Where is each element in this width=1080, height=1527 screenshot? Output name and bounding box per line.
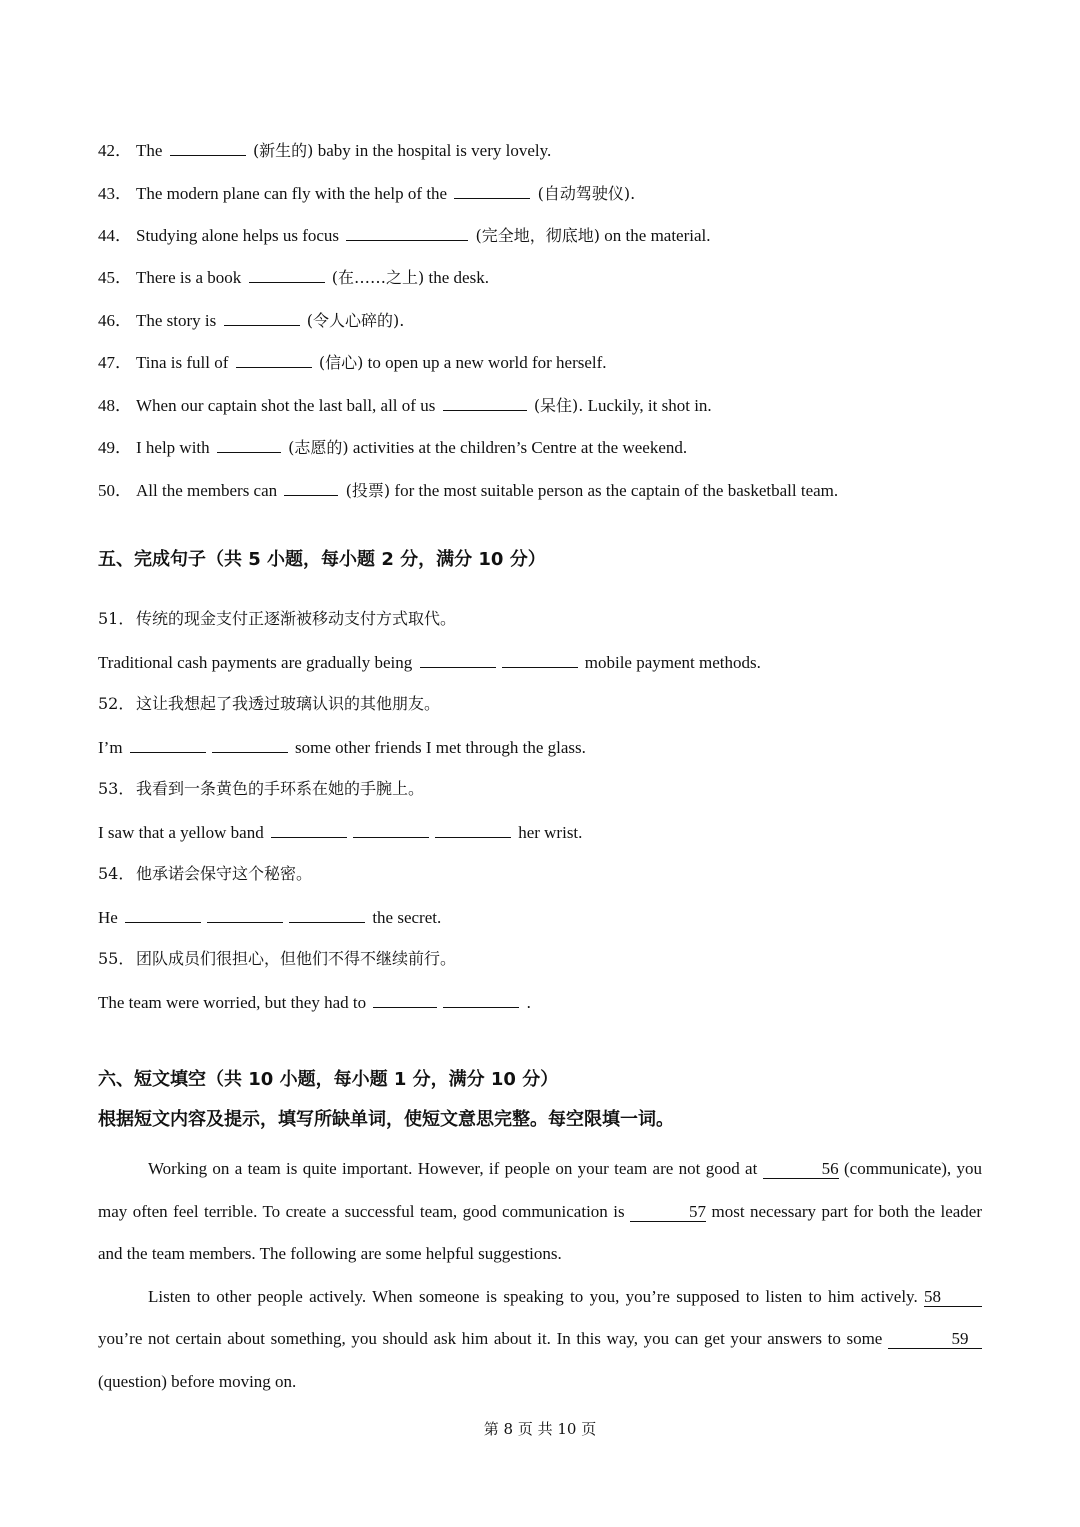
question-52-en: I’m some other friends I met through the glass. [98, 738, 586, 757]
answer-blank[interactable] [373, 991, 437, 1008]
answer-blank[interactable] [454, 182, 530, 199]
question-50: 50． All the members can (投票) for the most suitable person as the captain of the basketball team. [98, 481, 839, 500]
question-51-en: Traditional cash payments are gradually being mobile payment methods. [98, 653, 761, 672]
question-52-cn: 52． 这让我想起了我透过玻璃认识的其他朋友。 [98, 694, 441, 713]
answer-blank[interactable] [353, 821, 429, 838]
answer-blank[interactable] [217, 436, 281, 453]
answer-blank[interactable] [170, 139, 246, 156]
question-54-en: He the secret. [98, 908, 442, 927]
question-45: 45． There is a book (在……之上) the desk. [98, 268, 489, 287]
answer-blank[interactable] [420, 651, 496, 668]
question-51-cn: 51． 传统的现金支付正逐渐被移动支付方式取代。 [98, 609, 457, 628]
question-53-en: I saw that a yellow band her wrist. [98, 823, 583, 842]
question-47: 47． Tina is full of (信心) to open up a new world for herself. [98, 353, 607, 372]
answer-blank[interactable] [207, 906, 283, 923]
section-6-instruction: 根据短文内容及提示，填写所缺单词，使短文意思完整。每空限填一词。 [98, 1109, 674, 1130]
page-footer: 第 8 页 共 10 页 [483, 1420, 597, 1438]
answer-blank[interactable] [443, 394, 527, 411]
question-46: 46． The story is (令人心碎的). [98, 311, 405, 330]
question-43: 43． The modern plane can fly with the help of the (自动驾驶仪). [98, 184, 636, 203]
answer-blank[interactable] [130, 736, 206, 753]
question-49: 49． I help with (志愿的) activities at the children’s Centre at the weekend. [98, 438, 688, 457]
section-6-title: 六、短文填空（共 10 小题，每小题 1 分，满分 10 分） [98, 1069, 559, 1090]
question-42: 42． The (新生的) baby in the hospital is very lovely. [98, 141, 552, 160]
question-55-en: The team were worried, but they had to . [98, 993, 531, 1012]
answer-blank[interactable] [271, 821, 347, 838]
passage [98, 1148, 982, 1403]
answer-blank[interactable] [435, 821, 511, 838]
answer-blank[interactable] [224, 309, 300, 326]
answer-blank[interactable] [346, 224, 468, 241]
blank-58[interactable]: 58 [924, 1288, 982, 1307]
question-54-cn: 54． 他承诺会保守这个秘密。 [98, 864, 313, 883]
passage-paragraph-1: Working on a team is quite important. However, if people on your team are not good at 56 (communicate), you may often feel terrible. To create a successful team, good communication is 57 most necessary part for both the leader and the team members. The following are some helpful suggestions. [98, 1159, 983, 1263]
answer-blank[interactable] [443, 991, 519, 1008]
answer-blank[interactable] [502, 651, 578, 668]
answer-blank[interactable] [289, 906, 365, 923]
answer-blank[interactable] [236, 351, 312, 368]
question-44: 44． Studying alone helps us focus (完全地，彻底地) on the material. [98, 226, 711, 245]
answer-blank[interactable] [249, 266, 325, 283]
question-55-cn: 55． 团队成员们很担心，但他们不得不继续前行。 [98, 949, 457, 968]
blank-56[interactable]: 56 [763, 1160, 839, 1179]
blank-57[interactable]: 57 [630, 1203, 706, 1222]
passage-paragraph-2: Listen to other people actively. When someone is speaking to you, you’re supposed to listen to him actively. 58 you’re not certain about something, you should ask him about it. In this way, you can get your answers to some 59 (question) before moving on. [98, 1276, 982, 1404]
question-48: 48． When our captain shot the last ball, all of us (呆住). Luckily, it shot in. [98, 396, 712, 415]
section-5-title: 五、完成句子（共 5 小题，每小题 2 分，满分 10 分） [98, 549, 546, 570]
answer-blank[interactable] [284, 479, 338, 496]
blank-59[interactable]: 59 [888, 1330, 982, 1349]
answer-blank[interactable] [125, 906, 201, 923]
answer-blank[interactable] [212, 736, 288, 753]
question-53-cn: 53． 我看到一条黄色的手环系在她的手腕上。 [98, 779, 425, 798]
